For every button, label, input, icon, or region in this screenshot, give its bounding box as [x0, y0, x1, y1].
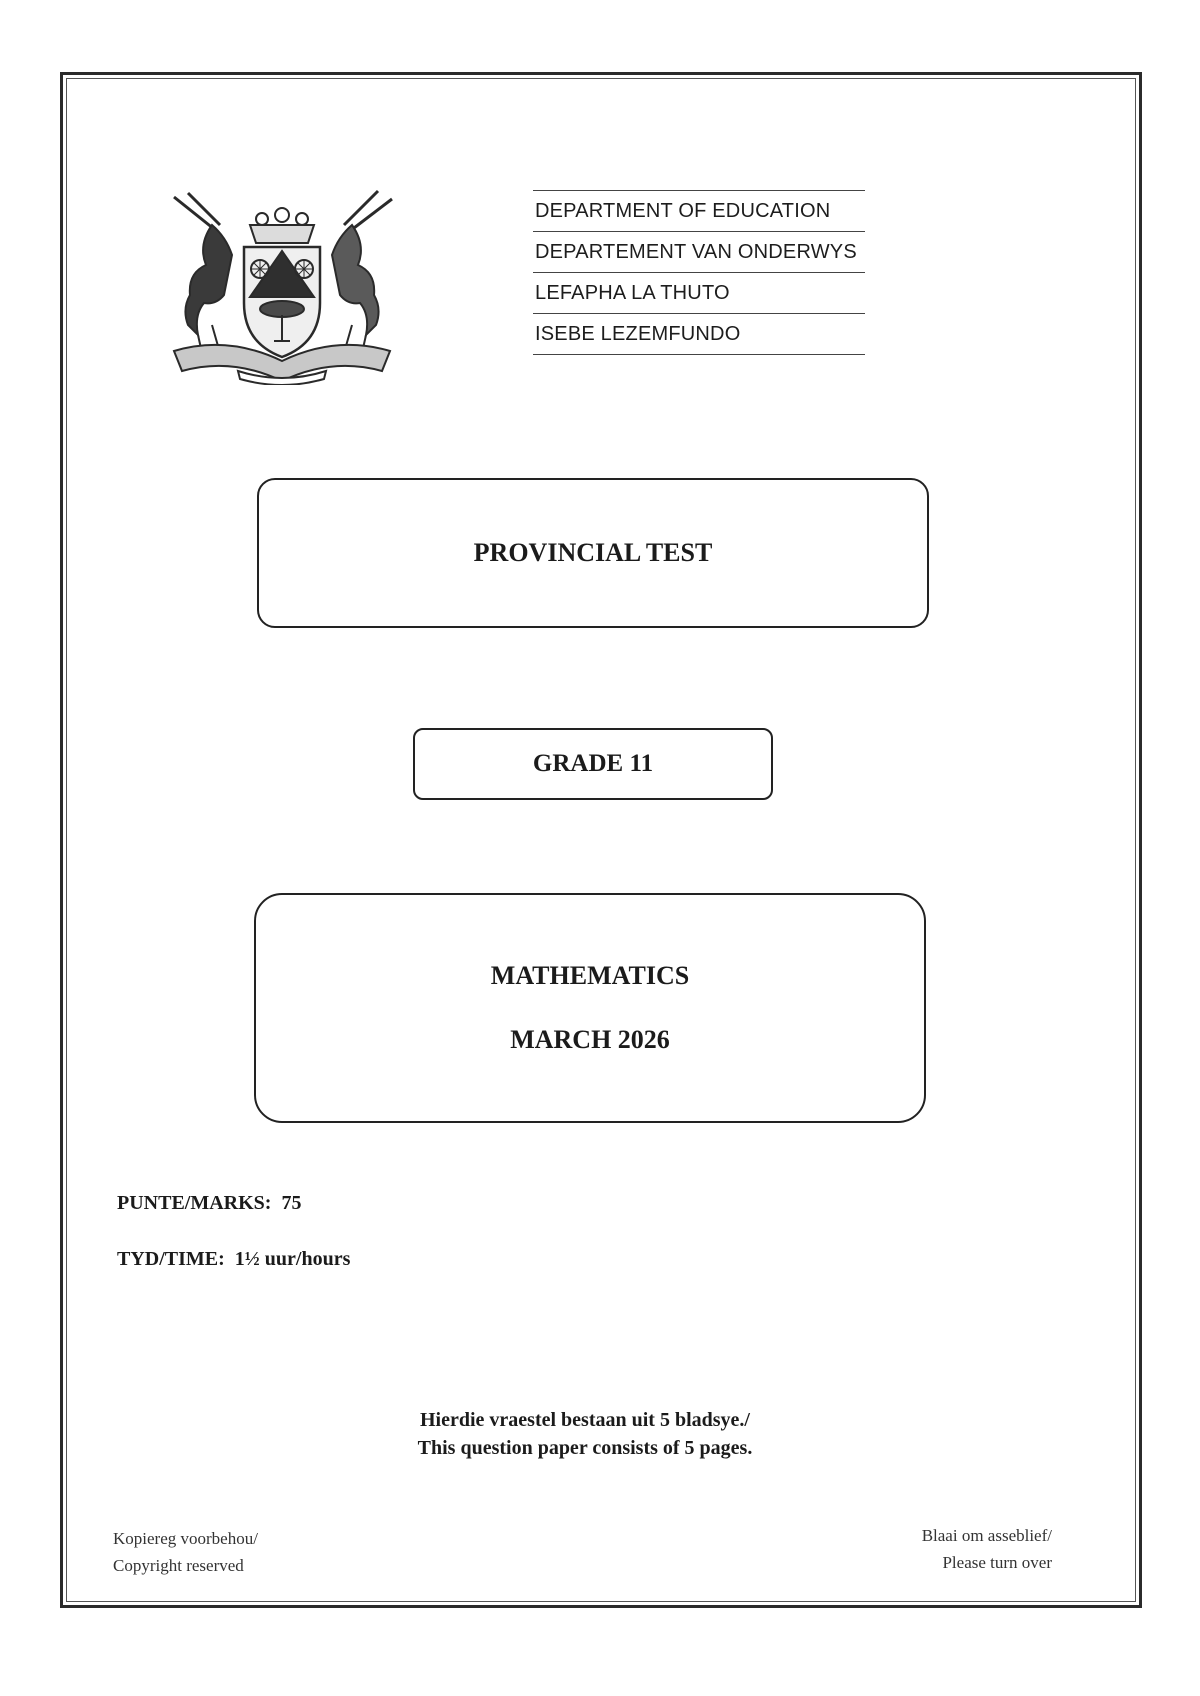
grade-box	[413, 728, 773, 800]
marks-info	[117, 1192, 301, 1215]
copyright-english: Copyright reserved	[113, 1556, 244, 1575]
exam-type-box	[257, 478, 929, 628]
turn-over-notice	[922, 1522, 1052, 1576]
marks-label: PUNTE/MARKS:	[117, 1192, 272, 1214]
copyright-afrikaans: Kopiereg voorbehou/	[113, 1529, 258, 1548]
page-count-note	[300, 1406, 870, 1462]
department-name-sesotho: LEFAPHA LA THUTO	[533, 272, 865, 313]
page-count-afrikaans: Hierdie vraestel bestaan uit 5 bladsye./	[420, 1409, 750, 1431]
marks-value: 75	[281, 1192, 302, 1214]
page-count-english: This question paper consists of 5 pages.	[417, 1437, 753, 1459]
exam-type-title: PROVINCIAL TEST	[473, 538, 713, 567]
subject-title: MATHEMATICS	[490, 961, 690, 990]
turn-over-english: Please turn over	[942, 1553, 1052, 1572]
turn-over-afrikaans: Blaai om asseblief/	[921, 1526, 1052, 1545]
department-name-xhosa: ISEBE LEZEMFUNDO	[533, 313, 865, 355]
time-info	[117, 1248, 350, 1271]
exam-date: MARCH 2026	[510, 1025, 670, 1054]
department-name-afrikaans: DEPARTEMENT VAN ONDERWYS	[533, 231, 865, 272]
time-value: 1½ uur/hours	[234, 1248, 351, 1270]
time-label: TYD/TIME:	[117, 1248, 225, 1270]
copyright-notice	[113, 1525, 258, 1579]
coat-of-arms-icon	[168, 185, 396, 385]
subject-box	[254, 893, 926, 1123]
department-name-english: DEPARTMENT OF EDUCATION	[533, 190, 865, 231]
department-name-block	[533, 190, 865, 355]
grade-label: GRADE 11	[532, 750, 654, 777]
